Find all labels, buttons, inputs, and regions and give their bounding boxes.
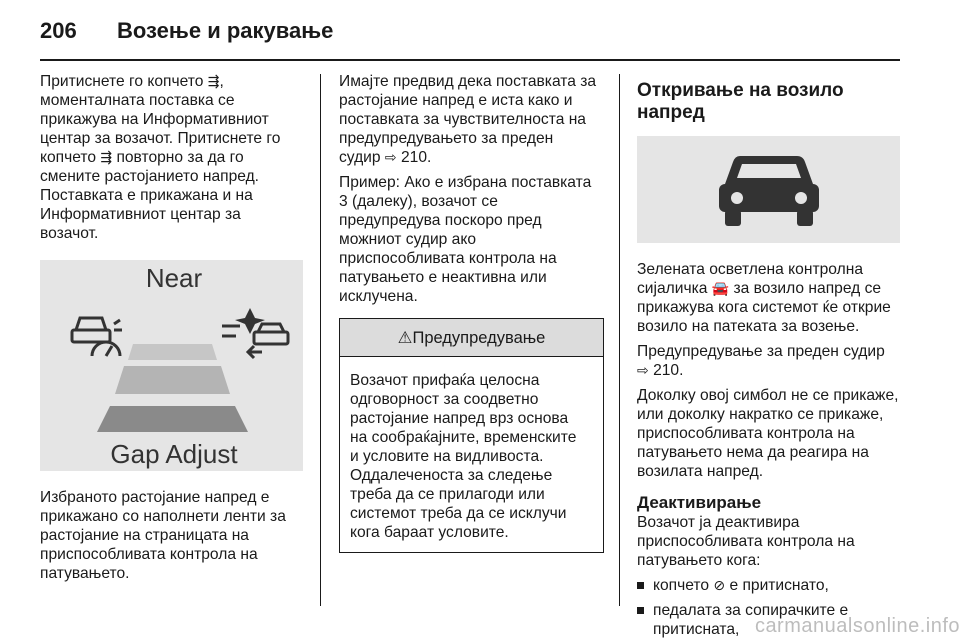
gap-bar-2 [115,366,230,394]
warning-header [340,319,603,357]
col1-paragraph-2: Избраното растојание напред е прикажано со наполнети ленти за растојание на страницата на приспособливата контрола на патувањето. [40,489,286,582]
column-2 [339,72,604,553]
gap-button-icon: ⇶ [207,73,220,89]
gap-adjust-display-figure [40,260,303,471]
page-number: 206 [40,18,77,43]
acc-car-speedometer-icon [72,318,122,356]
list-item: педалата за сопирачките е притисната, [637,601,902,639]
col3-paragraph-2: Предупредување за преден судир ⇨ 210. [637,343,885,379]
figure-label-gap-adjust: Gap Adjust [110,439,238,469]
col1-paragraph-1: Притиснете го копчето ⇶, моменталната поставка се прикажува на Информативниот центар за возачот. Притиснете го копчето ⇶ повторно за да го смените растојанието напред. Поставката е прикажана и на Информативниот центар за возачот. [40,73,281,242]
gap-adjust-graphic [40,260,303,471]
page-header [40,14,900,54]
page-reference-arrow-icon: ⇨ [384,149,397,165]
warning-body: Возачот прифаќа целосна одговорност за соодветно растојание напред врз основа на сообраќајните, временските и условите на видливоста. Оддалеченоста за следење треба да се прилагоди или системот треба да се исклучи кога бараат условите. [350,372,577,541]
col2-paragraph-1: Имајте предвид дека поставката за растојание напред е иста како и поставката за чувствителноста на предупредувањето за преден судир ⇨ 210. [339,73,597,166]
figure-label-near: Near [145,263,203,293]
gap-bar-3 [97,406,248,432]
col3-paragraph-4: Возачот ја деактивира приспособливата контрола на патувањето кога: [637,514,855,569]
col3-paragraph-3: Доколку овој симбол не се прикаже, или доколку накратко се прикаже, приспособливата контрола на патувањето нема да реагира на возилата напред. [637,387,899,480]
column-1 [40,72,305,589]
column-divider-1 [320,74,321,606]
warning-triangle-icon: ⚠ [397,329,413,347]
cruise-off-button-icon: ⊘ [713,577,726,593]
section-heading-vehicle-ahead: Откривање на возило напред [637,80,844,123]
list-item: копчето ⊘ е притиснато, [637,576,902,595]
page-reference-link[interactable]: 210. [653,362,684,379]
gap-bar-1 [128,344,217,360]
vehicle-ahead-figure [637,136,900,243]
watermark: carmanualsonline.info [754,615,960,637]
col2-paragraph-2: Пример: Ако е избрана поставката 3 (далеку), возачот се предупредува поскоро пред можниот судир ако приспособливата контрола на патувањето е неактивна или исклучена. [339,174,592,305]
vehicle-ahead-indicator-icon: 🚘 [711,280,730,296]
forward-collision-icon [222,308,288,358]
section-heading-deactivation: Деактивирање [637,493,762,512]
col3-paragraph-1: Зелената осветлена контролна сијаличка 🚘 за возило напред се прикажува кога системот ќе открие возило на патеката за возење. [637,261,891,335]
page-reference-arrow-icon: ⇨ [637,362,649,378]
gap-button-icon: ⇶ [100,149,113,165]
column-3 [637,72,902,642]
warning-box [339,318,604,553]
vehicle-ahead-icon [637,136,900,243]
column-divider-2 [619,74,620,606]
header-rule [40,59,900,61]
page-title: Возење и ракување [117,18,334,43]
warning-title: Предупредување [412,329,546,347]
page-reference-link[interactable]: 210. [400,149,432,166]
